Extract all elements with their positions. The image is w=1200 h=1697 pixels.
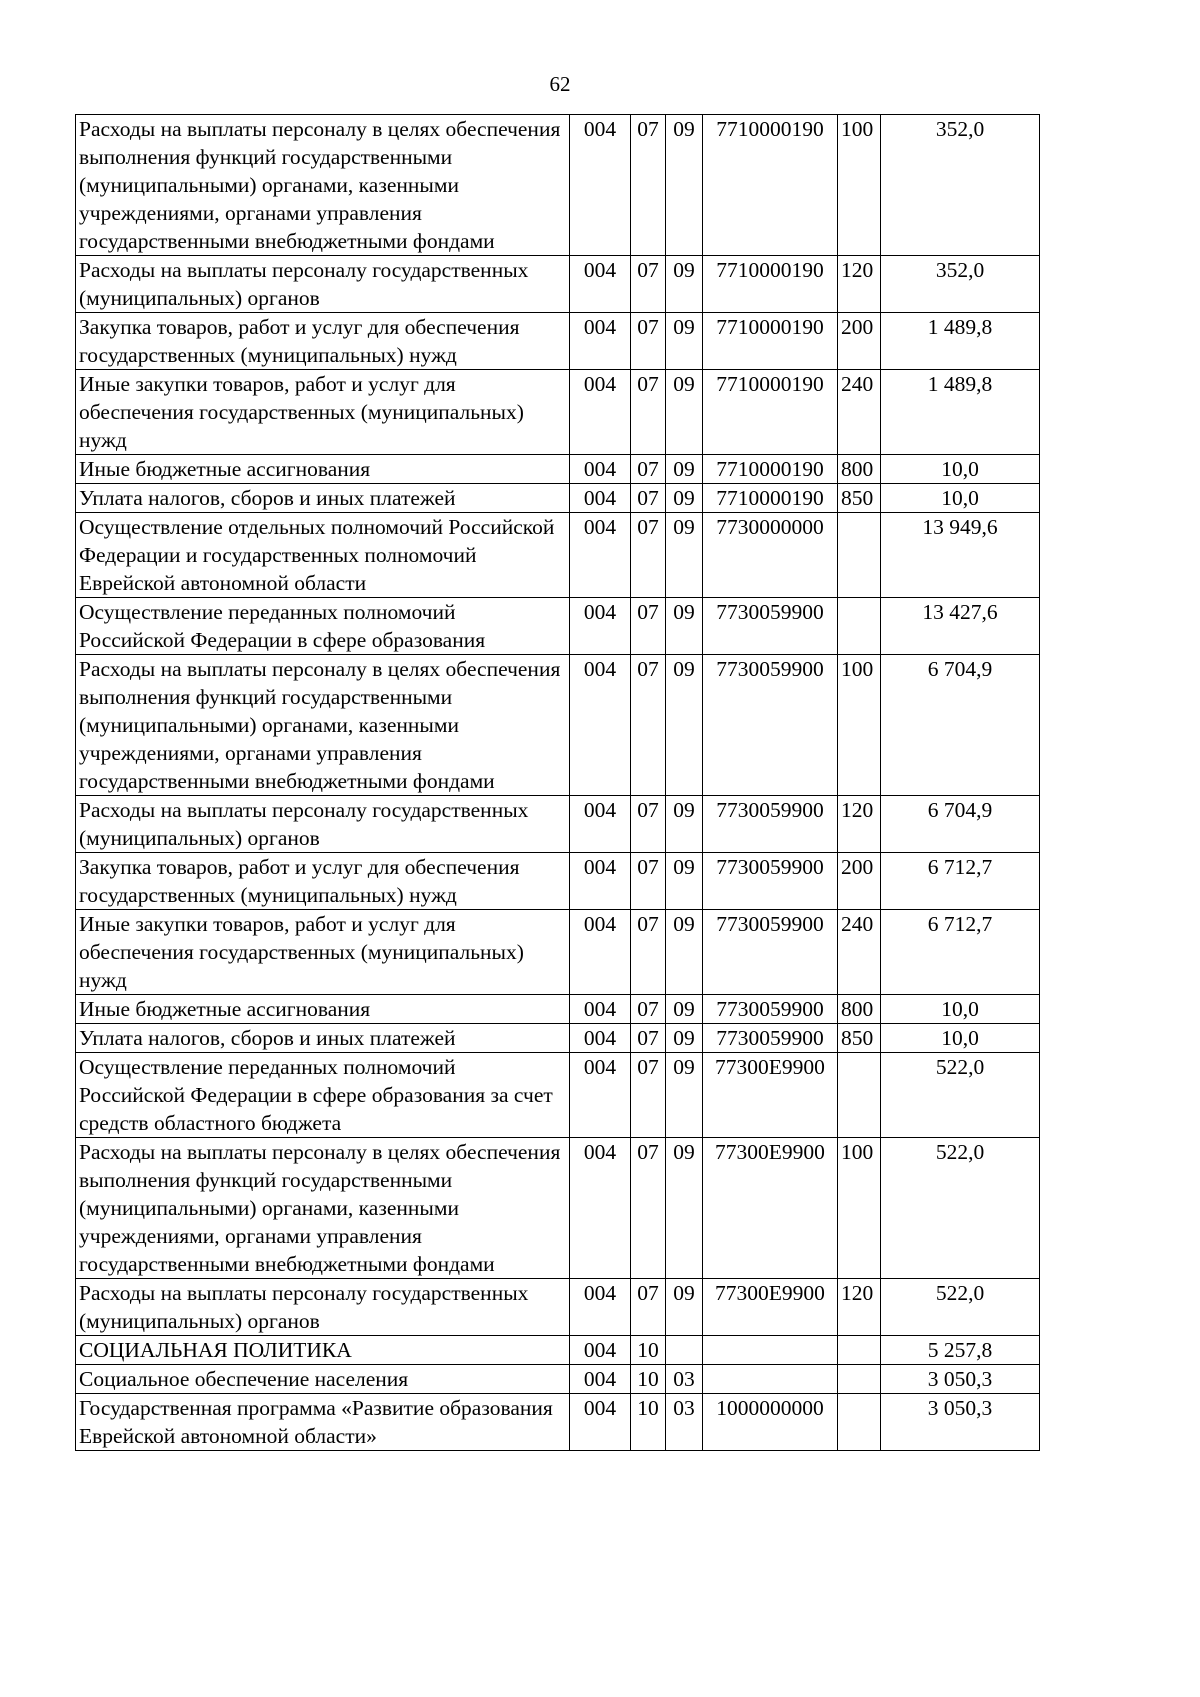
table-row — [76, 853, 1040, 910]
row-csr-code: 7710000190 — [703, 115, 838, 256]
row-csr-code: 7730059900 — [703, 796, 838, 853]
row-csr-code: 7730059900 — [703, 655, 838, 796]
row-rz-code: 07 — [631, 995, 666, 1024]
row-sum: 13 427,6 — [881, 598, 1040, 655]
row-rz-code: 07 — [631, 1053, 666, 1138]
row-sum: 352,0 — [881, 256, 1040, 313]
row-rz-code: 10 — [631, 1365, 666, 1394]
row-rz-code: 07 — [631, 796, 666, 853]
row-csr-code: 1000000000 — [703, 1394, 838, 1451]
row-name: Расходы на выплаты персоналу государственных (муниципальных) органов — [76, 256, 570, 313]
row-sum: 10,0 — [881, 455, 1040, 484]
row-rz-code: 07 — [631, 910, 666, 995]
table-row — [76, 910, 1040, 995]
row-pr-code: 09 — [666, 1053, 703, 1138]
row-vr-code: 850 — [838, 1024, 881, 1053]
row-rz-code: 07 — [631, 853, 666, 910]
row-sum: 10,0 — [881, 995, 1040, 1024]
row-gr-code: 004 — [570, 853, 631, 910]
table-row — [76, 995, 1040, 1024]
table-row — [76, 115, 1040, 256]
row-vr-code: 200 — [838, 853, 881, 910]
row-csr-code: 7710000190 — [703, 313, 838, 370]
row-rz-code: 07 — [631, 484, 666, 513]
row-name: Расходы на выплаты персоналу в целях обеспечения выполнения функций государственными (муниципальными) органами, казенными учреждениями, органами управления государственными внебюджетными фондами — [76, 655, 570, 796]
row-gr-code: 004 — [570, 455, 631, 484]
row-gr-code: 004 — [570, 1394, 631, 1451]
row-name: Уплата налогов, сборов и иных платежей — [76, 484, 570, 513]
row-pr-code: 09 — [666, 484, 703, 513]
row-vr-code: 240 — [838, 370, 881, 455]
row-sum: 3 050,3 — [881, 1365, 1040, 1394]
row-rz-code: 10 — [631, 1336, 666, 1365]
row-name: Расходы на выплаты персоналу государственных (муниципальных) органов — [76, 796, 570, 853]
row-rz-code: 07 — [631, 1138, 666, 1279]
row-csr-code: 7730059900 — [703, 853, 838, 910]
row-name: Иные бюджетные ассигнования — [76, 455, 570, 484]
row-csr-code: 7730059900 — [703, 598, 838, 655]
row-csr-code: 7730000000 — [703, 513, 838, 598]
table-row — [76, 1279, 1040, 1336]
table-row — [76, 1053, 1040, 1138]
table-row — [76, 1394, 1040, 1451]
budget-table-body — [76, 115, 1040, 1451]
row-sum: 5 257,8 — [881, 1336, 1040, 1365]
row-vr-code — [838, 1365, 881, 1394]
row-sum: 1 489,8 — [881, 370, 1040, 455]
row-csr-code: 7730059900 — [703, 995, 838, 1024]
row-name: Государственная программа «Развитие образования Еврейской автономной области» — [76, 1394, 570, 1451]
row-pr-code: 09 — [666, 513, 703, 598]
row-sum: 522,0 — [881, 1279, 1040, 1336]
row-pr-code: 09 — [666, 796, 703, 853]
row-pr-code: 09 — [666, 995, 703, 1024]
row-gr-code: 004 — [570, 655, 631, 796]
row-vr-code: 800 — [838, 995, 881, 1024]
row-gr-code: 004 — [570, 513, 631, 598]
row-rz-code: 10 — [631, 1394, 666, 1451]
row-pr-code: 09 — [666, 910, 703, 995]
row-csr-code — [703, 1365, 838, 1394]
row-pr-code: 09 — [666, 115, 703, 256]
table-row — [76, 513, 1040, 598]
row-sum: 522,0 — [881, 1053, 1040, 1138]
row-sum: 522,0 — [881, 1138, 1040, 1279]
row-name: Закупка товаров, работ и услуг для обеспечения государственных (муниципальных) нужд — [76, 313, 570, 370]
row-pr-code: 09 — [666, 256, 703, 313]
table-row — [76, 1365, 1040, 1394]
row-pr-code: 09 — [666, 598, 703, 655]
row-sum: 10,0 — [881, 1024, 1040, 1053]
row-vr-code — [838, 1394, 881, 1451]
row-name: Иные бюджетные ассигнования — [76, 995, 570, 1024]
row-rz-code: 07 — [631, 513, 666, 598]
row-vr-code: 240 — [838, 910, 881, 995]
row-pr-code: 09 — [666, 313, 703, 370]
table-row — [76, 598, 1040, 655]
row-vr-code — [838, 513, 881, 598]
row-csr-code: 77300E9900 — [703, 1279, 838, 1336]
row-name: Осуществление переданных полномочий Российской Федерации в сфере образования за счет средств областного бюджета — [76, 1053, 570, 1138]
row-pr-code: 03 — [666, 1365, 703, 1394]
row-sum: 6 712,7 — [881, 910, 1040, 995]
row-csr-code: 7730059900 — [703, 1024, 838, 1053]
table-row — [76, 455, 1040, 484]
row-gr-code: 004 — [570, 910, 631, 995]
row-vr-code — [838, 598, 881, 655]
row-pr-code: 09 — [666, 853, 703, 910]
row-gr-code: 004 — [570, 370, 631, 455]
row-pr-code: 09 — [666, 1138, 703, 1279]
row-gr-code: 004 — [570, 1024, 631, 1053]
row-csr-code: 77300E9900 — [703, 1053, 838, 1138]
row-rz-code: 07 — [631, 256, 666, 313]
row-name: Расходы на выплаты персоналу в целях обеспечения выполнения функций государственными (муниципальными) органами, казенными учреждениями, органами управления государственными внебюджетными фондами — [76, 1138, 570, 1279]
row-csr-code — [703, 1336, 838, 1365]
table-row — [76, 1336, 1040, 1365]
row-gr-code: 004 — [570, 1053, 631, 1138]
row-rz-code: 07 — [631, 655, 666, 796]
row-rz-code: 07 — [631, 1024, 666, 1053]
row-sum: 6 704,9 — [881, 796, 1040, 853]
table-row — [76, 256, 1040, 313]
row-vr-code: 100 — [838, 115, 881, 256]
row-name: Расходы на выплаты персоналу государственных (муниципальных) органов — [76, 1279, 570, 1336]
row-name: Осуществление переданных полномочий Российской Федерации в сфере образования — [76, 598, 570, 655]
row-gr-code: 004 — [570, 115, 631, 256]
row-vr-code: 120 — [838, 1279, 881, 1336]
row-gr-code: 004 — [570, 484, 631, 513]
row-name: Иные закупки товаров, работ и услуг для обеспечения государственных (муниципальных) нужд — [76, 910, 570, 995]
row-pr-code: 09 — [666, 655, 703, 796]
table-row — [76, 313, 1040, 370]
row-vr-code: 120 — [838, 796, 881, 853]
row-gr-code: 004 — [570, 313, 631, 370]
row-vr-code: 100 — [838, 655, 881, 796]
row-rz-code: 07 — [631, 115, 666, 256]
row-vr-code: 850 — [838, 484, 881, 513]
row-pr-code: 09 — [666, 1279, 703, 1336]
row-gr-code: 004 — [570, 1138, 631, 1279]
row-sum: 1 489,8 — [881, 313, 1040, 370]
row-gr-code: 004 — [570, 256, 631, 313]
row-name: СОЦИАЛЬНАЯ ПОЛИТИКА — [76, 1336, 570, 1365]
row-sum: 13 949,6 — [881, 513, 1040, 598]
row-vr-code: 120 — [838, 256, 881, 313]
row-pr-code: 09 — [666, 370, 703, 455]
row-pr-code: 09 — [666, 455, 703, 484]
table-row — [76, 796, 1040, 853]
row-rz-code: 07 — [631, 313, 666, 370]
row-csr-code: 7710000190 — [703, 455, 838, 484]
row-name: Закупка товаров, работ и услуг для обеспечения государственных (муниципальных) нужд — [76, 853, 570, 910]
row-vr-code: 200 — [838, 313, 881, 370]
row-rz-code: 07 — [631, 455, 666, 484]
budget-table — [75, 114, 1040, 1451]
row-rz-code: 07 — [631, 370, 666, 455]
row-pr-code: 03 — [666, 1394, 703, 1451]
row-csr-code: 7710000190 — [703, 370, 838, 455]
row-name: Социальное обеспечение населения — [76, 1365, 570, 1394]
row-csr-code: 77300E9900 — [703, 1138, 838, 1279]
row-name: Иные закупки товаров, работ и услуг для обеспечения государственных (муниципальных) нужд — [76, 370, 570, 455]
table-row — [76, 1024, 1040, 1053]
row-sum: 6 704,9 — [881, 655, 1040, 796]
row-gr-code: 004 — [570, 1365, 631, 1394]
row-gr-code: 004 — [570, 796, 631, 853]
row-vr-code — [838, 1336, 881, 1365]
page-number: 62 — [549, 72, 571, 96]
table-row — [76, 1138, 1040, 1279]
row-rz-code: 07 — [631, 598, 666, 655]
row-sum: 352,0 — [881, 115, 1040, 256]
row-name: Уплата налогов, сборов и иных платежей — [76, 1024, 570, 1053]
row-vr-code: 800 — [838, 455, 881, 484]
row-csr-code: 7710000190 — [703, 256, 838, 313]
row-pr-code: 09 — [666, 1024, 703, 1053]
table-row — [76, 484, 1040, 513]
row-vr-code — [838, 1053, 881, 1138]
row-pr-code — [666, 1336, 703, 1365]
row-sum: 3 050,3 — [881, 1394, 1040, 1451]
row-sum: 10,0 — [881, 484, 1040, 513]
table-row — [76, 655, 1040, 796]
row-gr-code: 004 — [570, 1279, 631, 1336]
row-name: Осуществление отдельных полномочий Российской Федерации и государственных полномочий Еврейской автономной области — [76, 513, 570, 598]
row-sum: 6 712,7 — [881, 853, 1040, 910]
table-row — [76, 370, 1040, 455]
row-vr-code: 100 — [838, 1138, 881, 1279]
row-gr-code: 004 — [570, 995, 631, 1024]
row-name: Расходы на выплаты персоналу в целях обеспечения выполнения функций государственными (муниципальными) органами, казенными учреждениями, органами управления государственными внебюджетными фондами — [76, 115, 570, 256]
row-csr-code: 7710000190 — [703, 484, 838, 513]
row-csr-code: 7730059900 — [703, 910, 838, 995]
row-gr-code: 004 — [570, 598, 631, 655]
row-gr-code: 004 — [570, 1336, 631, 1365]
row-rz-code: 07 — [631, 1279, 666, 1336]
